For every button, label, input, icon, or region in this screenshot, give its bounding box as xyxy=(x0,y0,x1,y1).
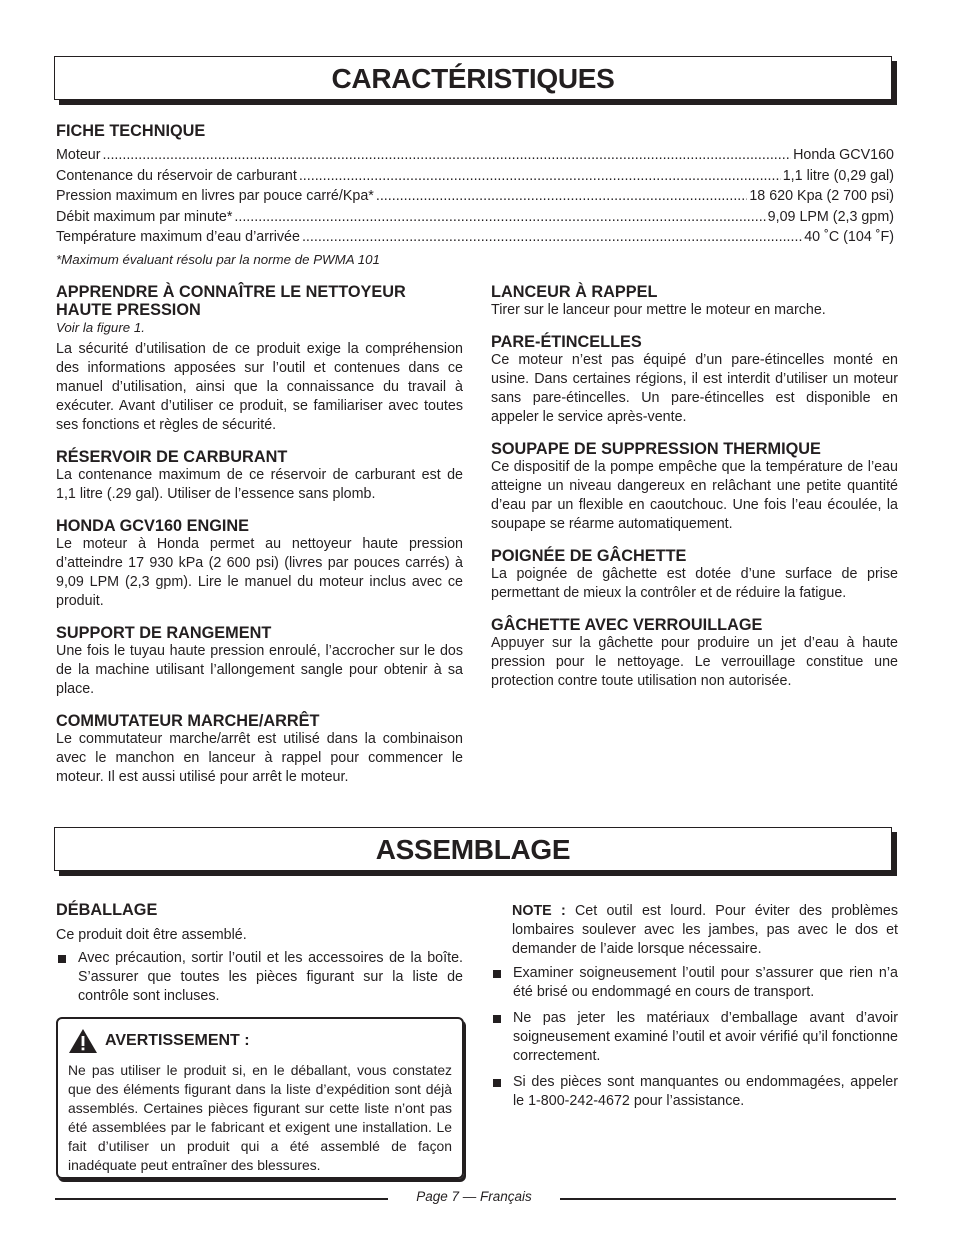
square-bullet-icon xyxy=(493,970,501,978)
spec-label: Moteur xyxy=(56,147,101,163)
section-title: APPRENDRE À CONNAÎTRE LE NETTOYEUR HAUTE PRESSION xyxy=(56,283,406,319)
left-column xyxy=(56,283,463,787)
spec-row xyxy=(56,166,894,187)
spec-value: 1,1 litre (0,29 gal) xyxy=(782,167,894,184)
section-title: POIGNÉE DE GÂCHETTE xyxy=(491,547,687,565)
list-item-text: Ne pas jeter les matériaux d’emballage avant d’avoir soigneusement examiné l’outil et avoir vérifié qu’il fonctionne correctement. xyxy=(513,1010,898,1064)
spec-value: Honda GCV160 xyxy=(793,147,894,163)
section-title: GÂCHETTE AVEC VERROUILLAGE xyxy=(491,616,763,634)
footer-rule-right xyxy=(560,1198,896,1200)
note-paragraph xyxy=(491,902,898,959)
footer-rule-left xyxy=(55,1198,388,1200)
deballage-intro: Ce produit doit être assemblé. xyxy=(56,927,247,943)
section-text: La sécurité d’utilisation de ce produit exige la compréhension des informations apposées sur l’outil et contenues dans ce manuel d’utilisation, ainsi que la connaissance du travail à exécuter. Avant d’utiliser ce produit, se familiariser avec toutes ses fonctions et règles de sécurité. xyxy=(56,341,463,433)
caracteristiques-title: CARACTÉRISTIQUES xyxy=(331,63,615,94)
assemblage-banner xyxy=(54,827,892,871)
section-title: SOUPAPE DE SUPPRESSION THERMIQUE xyxy=(491,440,821,458)
warning-text: Ne pas utiliser le produit si, en le déballant, vous constatez que des éléments figurant dans la liste d’expédition sont déjà assemblés. Certaines pièces figurant sur cette liste n’ont pas été assemblées par le fabricant et exigent une installation. Le fait d’utiliser un produit qui a été assemblé de façon inadéquate peut entraîner des blessures. xyxy=(68,1062,452,1173)
dot-leader xyxy=(234,207,765,228)
right-column xyxy=(491,283,898,691)
list-item xyxy=(491,1009,898,1066)
section-text: Le commutateur marche/arrêt est utilisé dans la combinaison avec le manchon en lanceur à rappel pour commencer le moteur. Il est aussi utilisé pour arrêt le moteur. xyxy=(56,731,463,785)
spec-label: Débit maximum par minute* xyxy=(56,208,233,225)
fiche-footnote: *Maximum évaluant résolu par la norme de PWMA 101 xyxy=(56,251,380,267)
deballage-title: DÉBALLAGE xyxy=(56,901,158,919)
spec-row xyxy=(56,186,894,207)
dot-leader xyxy=(302,227,802,248)
spec-value: 9,09 LPM (2,3 gpm) xyxy=(767,208,894,225)
spec-value: 18 620 Kpa (2 700 psi) xyxy=(749,188,894,204)
caracteristiques-banner xyxy=(54,56,892,100)
spec-label: Contenance du réservoir de carburant xyxy=(56,167,297,184)
square-bullet-icon xyxy=(58,955,66,963)
spec-value: 40 ˚C (104 ˚F) xyxy=(804,229,894,245)
section-title: PARE-ÉTINCELLES xyxy=(491,333,642,351)
section-text: Tirer sur le lanceur pour mettre le moteur en marche. xyxy=(491,302,826,318)
list-item xyxy=(56,949,463,1006)
assembly-right-column xyxy=(491,902,898,1111)
section-title: RÉSERVOIR DE CARBURANT xyxy=(56,448,288,466)
section-text: La contenance maximum de ce réservoir de carburant est de 1,1 litre (.29 gal). Utiliser de l’essence sans plomb. xyxy=(56,467,463,502)
section-text: Le moteur à Honda permet au nettoyeur haute pression d’atteindre 17 930 kPa (2 600 psi) (livres par pouces carrés) à 9,09 LPM (2,3 gpm). Lire le manuel du moteur inclus avec ce produit. xyxy=(56,536,463,609)
spec-row xyxy=(56,207,894,228)
spec-label: Pression maximum en livres par pouce carré/Kpa* xyxy=(56,188,374,204)
list-item-text: Avec précaution, sortir l’outil et les accessoires de la boîte. S’assurer que toutes les pièces figurant sur la liste de contrôle sont incluses. xyxy=(78,950,463,1004)
warning-header xyxy=(68,1028,250,1054)
dot-leader xyxy=(299,166,781,187)
assemblage-title: ASSEMBLAGE xyxy=(375,834,571,865)
spec-row xyxy=(56,145,894,166)
section-text: Ce moteur n’est pas équipé d’un pare-étincelles monté en usine. Dans certaines régions, il est interdit d’utiliser un moteur sans pare-étincelles. Un pare-étincelles est disponible en appeler le service après-vente. xyxy=(491,352,898,425)
square-bullet-icon xyxy=(493,1079,501,1087)
warning-title: AVERTISSEMENT : xyxy=(105,1032,250,1049)
note-text: Cet outil est lourd. Pour éviter des problèmes lombaires soulever avec les jambes, pas avec le dos et demander de l’aide lorsque nécessaire. xyxy=(512,903,898,957)
section-title: COMMUTATEUR MARCHE/ARRÊT xyxy=(56,712,320,730)
list-item xyxy=(491,964,898,1002)
dot-leader xyxy=(376,186,747,207)
spec-row xyxy=(56,227,894,248)
section-text: Appuyer sur la gâchette pour produire un jet d’eau à haute pression pour le nettoyage. Le verrouillage constitue une protection contre toute utilisation non autorisée. xyxy=(491,635,898,689)
list-item-text: Si des pièces sont manquantes ou endommagées, appeler le 1-800-242-4672 pour l’assistance. xyxy=(513,1074,898,1109)
dot-leader xyxy=(103,145,792,166)
warning-triangle-icon xyxy=(68,1028,98,1054)
section-text: La poignée de gâchette est dotée d’une surface de prise permettant de mieux la contrôler et de réduire la fatigue. xyxy=(491,566,898,601)
section-title: HONDA GCV160 ENGINE xyxy=(56,517,250,535)
spec-label: Température maximum d’eau d’arrivée xyxy=(56,229,300,245)
note-label: NOTE : xyxy=(512,903,566,919)
list-item-text: Examiner soigneusement l’outil pour s’assurer que rien n’a été brisé ou endommagé en cours de transport. xyxy=(513,965,898,1000)
square-bullet-icon xyxy=(493,1015,501,1023)
fiche-technique xyxy=(56,122,894,269)
page-footer: Page 7 — Français xyxy=(416,1189,532,1204)
section-title: SUPPORT DE RANGEMENT xyxy=(56,624,272,642)
deballage-section xyxy=(56,901,463,1006)
fiche-technique-title: FICHE TECHNIQUE xyxy=(56,122,206,140)
section-title: LANCEUR À RAPPEL xyxy=(491,283,658,301)
warning-box xyxy=(56,1017,464,1179)
section-text: Une fois le tuyau haute pression enroulé, l’accrocher sur le dos de la machine utilisant l’allongement sangle pour obtenir à sa place. xyxy=(56,643,463,697)
section-subtitle: Voir la figure 1. xyxy=(56,320,145,335)
section-text: Ce dispositif de la pompe empêche que la température de l’eau atteigne un niveau dangereux en relâchant une petite quantité d’eau par un flexible en caoutchouc. Une fois l’eau écoulée, la soupape se réarme automatiquement. xyxy=(491,459,898,532)
list-item xyxy=(491,1073,898,1111)
